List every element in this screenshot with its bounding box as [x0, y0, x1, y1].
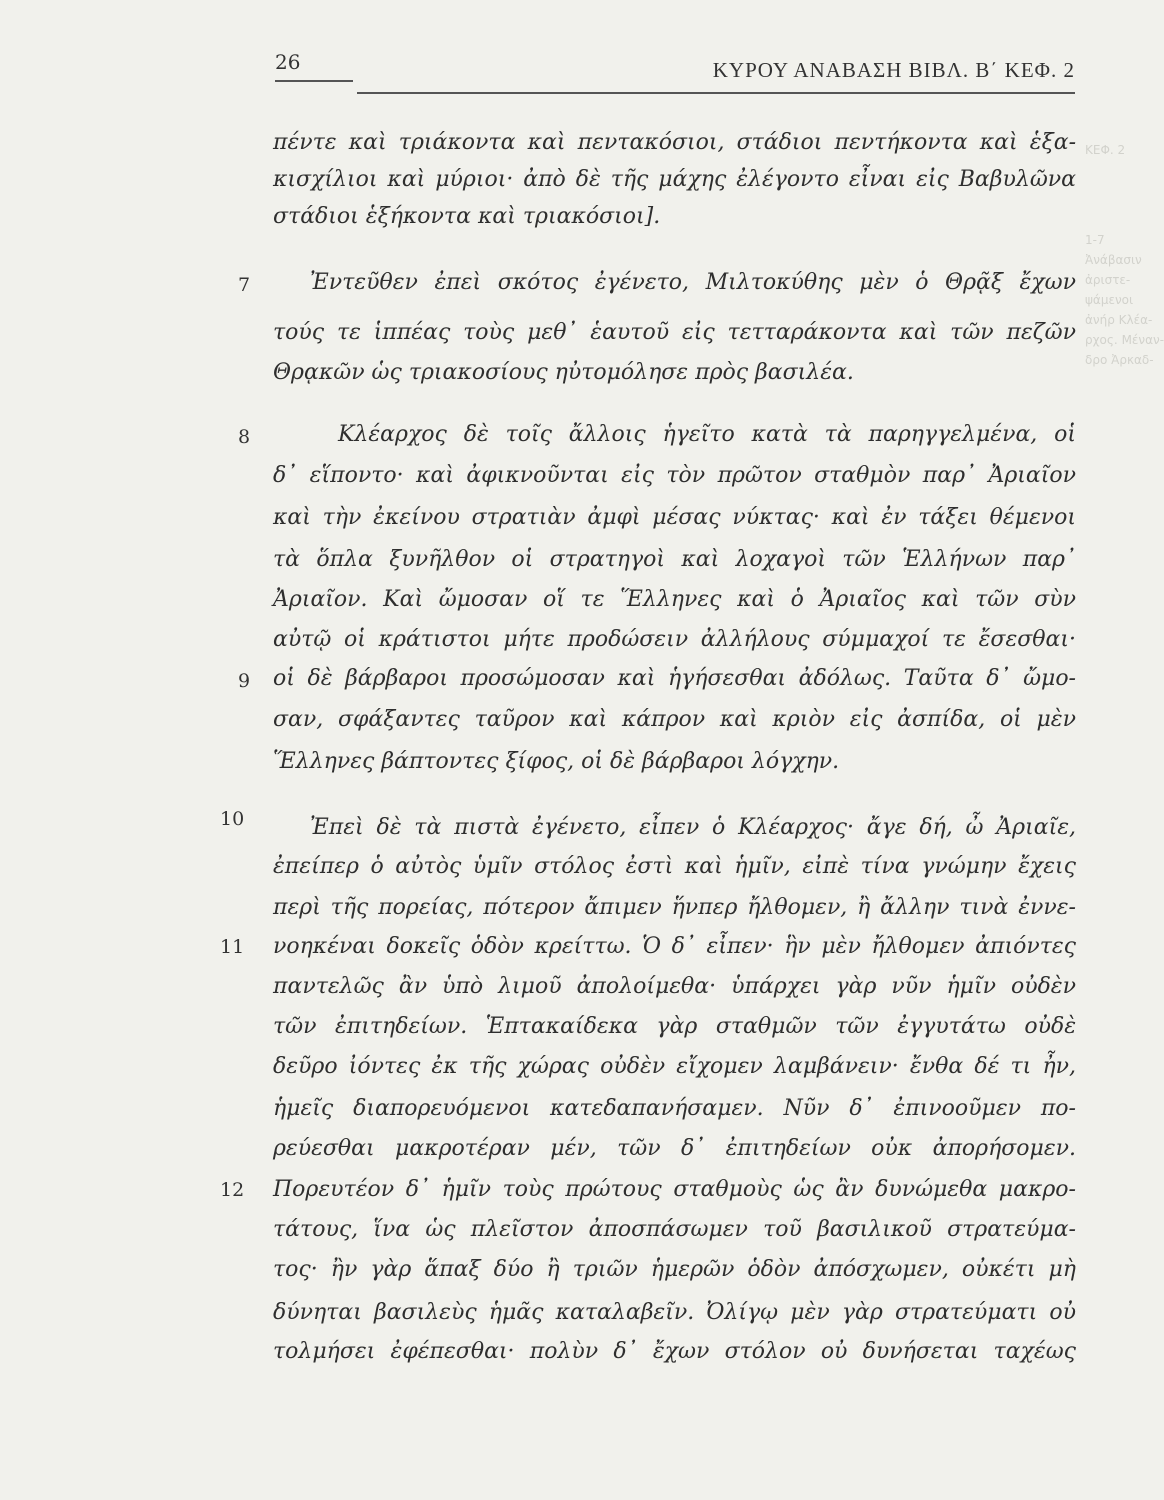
- text-line: Ἕλληνες βάπτοντες ξίφος, οἱ δὲ βάρβαροι λόγχην.: [273, 749, 840, 774]
- bleed-line: δρο Ἀρκαδ-: [1085, 353, 1154, 367]
- bleed-line: ψάμενοι: [1085, 293, 1134, 307]
- text-line: τος· ἢν γὰρ ἅπαξ δύο ἢ τριῶν ἡμερῶν ὁδὸν ἀπόσχωμεν, οὐκέτι μὴ: [273, 1257, 1076, 1282]
- section-number: 11: [220, 936, 245, 958]
- text-line: καὶ τὴν ἐκείνου στρατιὰν ἀμφὶ μέσας νύκτας· καὶ ἐν τάξει θέμενοι: [273, 505, 1076, 530]
- text-line: αὐτῷ οἱ κράτιστοι μήτε προδώσειν ἀλλήλους σύμμαχοί τε ἔσεσθαι·: [273, 627, 1076, 652]
- text-line: δεῦρο ἰόντες ἐκ τῆς χώρας οὐδὲν εἴχομεν λαμβάνειν· ἔνθα δέ τι ἦν,: [273, 1054, 1076, 1079]
- text-line: πέντε καὶ τριάκοντα καὶ πεντακόσιοι, στάδιοι πεντήκοντα καὶ ἑξα-: [273, 130, 1076, 155]
- text-line: ρεύεσθαι μακροτέραν μέν, τῶν δ᾽ ἐπιτηδείων οὐκ ἀπορήσομεν.: [273, 1136, 1076, 1161]
- text-line: δύνηται βασιλεὺς ἡμᾶς καταλαβεῖν. Ὀλίγῳ μὲν γὰρ στρατεύματι οὐ: [273, 1300, 1076, 1325]
- text-line: τάτους, ἵνα ὡς πλεῖστον ἀποσπάσωμεν τοῦ βασιλικοῦ στρατεύμα-: [273, 1217, 1076, 1242]
- text-line: Ἐπεὶ δὲ τὰ πιστὰ ἐγένετο, εἶπεν ὁ Κλέαρχος· ἄγε δή, ὦ Ἀριαῖε,: [310, 815, 1076, 840]
- bleed-line: Ἀνάβασιν: [1085, 253, 1142, 267]
- text-line: Κλέαρχος δὲ τοῖς ἄλλοις ἡγεῖτο κατὰ τὰ παρηγγελμένα, οἱ: [338, 422, 1076, 447]
- text-line: κισχίλιοι καὶ μύριοι· ἀπὸ δὲ τῆς μάχης ἐλέγοντο εἶναι εἰς Βαβυλῶνα: [273, 167, 1076, 192]
- text-line: Ἐντεῦθεν ἐπεὶ σκότος ἐγένετο, Μιλτοκύθης μὲν ὁ Θρᾷξ ἔχων: [310, 270, 1076, 295]
- text-line: στάδιοι ἑξήκοντα καὶ τριακόσιοι].: [273, 204, 661, 229]
- text-line: τολμήσει ἐφέπεσθαι· πολὺν δ᾽ ἔχων στόλον οὐ δυνήσεται ταχέως: [273, 1339, 1076, 1364]
- bleed-line: ἀνήρ Κλέα-: [1085, 313, 1153, 327]
- bleed-line: ρχος. Μέναν-: [1085, 333, 1164, 347]
- text-line: περὶ τῆς πορείας, πότερον ἄπιμεν ἥνπερ ἤλθομεν, ἢ ἄλλην τινὰ ἐννε-: [273, 895, 1076, 920]
- section-number: 9: [237, 670, 251, 692]
- text-line: Ἀριαῖον. Καὶ ὤμοσαν οἵ τε Ἕλληνες καὶ ὁ Ἀριαῖος καὶ τῶν σὺν: [273, 587, 1076, 612]
- section-number: 12: [220, 1179, 245, 1201]
- text-line: τὰ ὅπλα ξυνῆλθον οἱ στρατηγοὶ καὶ λοχαγοὶ τῶν Ἑλλήνων παρ᾽: [273, 547, 1076, 572]
- text-line: Θρᾳκῶν ὡς τριακοσίους ηὐτομόλησε πρὸς βασιλέα.: [273, 360, 854, 385]
- bleed-line: ΚΕΦ. 2: [1085, 143, 1126, 157]
- text-line: τούς τε ἱππέας τοὺς μεθ᾽ ἑαυτοῦ εἰς τετταράκοντα καὶ τῶν πεζῶν: [273, 320, 1076, 345]
- text-line: τῶν ἐπιτηδείων. Ἑπτακαίδεκα γὰρ σταθμῶν τῶν ἐγγυτάτω οὐδὲ: [273, 1014, 1076, 1039]
- bleed-line: ἀριστε-: [1085, 273, 1131, 287]
- running-title: ΚΥΡΟΥ ΑΝΑΒΑΣΗ ΒΙΒΛ. Β΄ ΚΕΦ. 2: [712, 58, 1075, 82]
- text-line: ἡμεῖς διαπορευόμενοι κατεδαπανήσαμεν. Νῦν δ᾽ ἐπινοοῦμεν πο-: [273, 1096, 1076, 1121]
- text-line: σαν, σφάξαντες ταῦρον καὶ κάπρον καὶ κριὸν εἰς ἀσπίδα, οἱ μὲν: [273, 707, 1076, 732]
- section-number: 7: [237, 274, 251, 296]
- text-line: δ᾽ εἵποντο· καὶ ἀφικνοῦνται εἰς τὸν πρῶτον σταθμὸν παρ᾽ Ἀριαῖον: [273, 463, 1076, 488]
- text-line: Πορευτέον δ᾽ ἡμῖν τοὺς πρώτους σταθμοὺς ὡς ἂν δυνώμεθα μακρο-: [273, 1177, 1076, 1202]
- text-line: οἱ δὲ βάρβαροι προσώμοσαν καὶ ἡγήσεσθαι ἀδόλως. Ταῦτα δ᾽ ὤμο-: [273, 666, 1076, 691]
- text-line: ἐπείπερ ὁ αὐτὸς ὑμῖν στόλος ἐστὶ καὶ ἡμῖν, εἰπὲ τίνα γνώμην ἔχεις: [273, 854, 1076, 879]
- section-number: 10: [220, 808, 245, 830]
- section-number: 8: [237, 426, 251, 448]
- text-line: νοηκέναι δοκεῖς ὁδὸν κρείττω. Ὁ δ᾽ εἶπεν· ἣν μὲν ἤλθομεν ἀπιόντες: [273, 934, 1076, 959]
- page-number: 26: [275, 50, 301, 74]
- text-line: παντελῶς ἂν ὑπὸ λιμοῦ ἀπολοίμεθα· ὑπάρχει γὰρ νῦν ἡμῖν οὐδὲν: [273, 974, 1076, 999]
- bleed-line: 1-7: [1085, 233, 1105, 247]
